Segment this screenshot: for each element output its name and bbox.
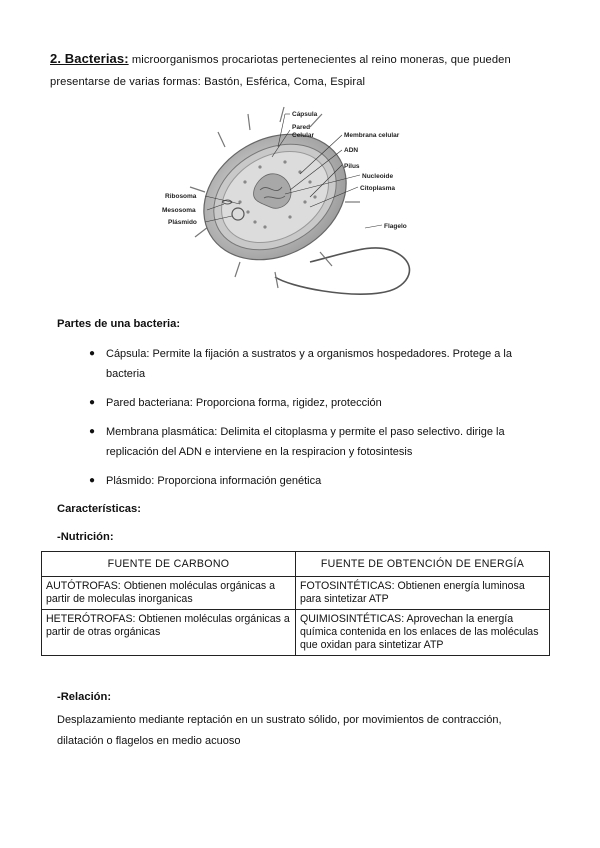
label-membrana: Membrana celular — [344, 132, 400, 139]
label-flagelo: Flagelo — [384, 223, 407, 230]
label-pared-1: Pared — [292, 124, 311, 131]
table-cell: FOTOSINTÉTICAS: Obtienen energía luminosa para sintetizar ATP — [296, 577, 550, 610]
column-header: FUENTE DE CARBONO — [42, 552, 296, 577]
relacion-text: Desplazamiento mediante reptación en un sustrato sólido, por movimientos de contracción, dilatación o flagelos en medio acuoso — [57, 714, 502, 747]
relacion-title: -Relación: — [57, 691, 112, 703]
list-item-text: Pared bacteriana: Proporciona forma, rigidez, protección — [106, 397, 382, 409]
list-item-text: Cápsula: Permite la fijación a sustratos y a organismos hospedadores. Protege a la bacteria — [106, 348, 512, 380]
bullet-icon: ● — [89, 348, 96, 359]
nutricion-title: -Nutrición: — [57, 531, 114, 543]
flagellum — [275, 248, 409, 294]
table-cell: HETERÓTROFAS: Obtienen moléculas orgánicas a partir de otras orgánicas — [42, 610, 296, 656]
list-item-text: Plásmido: Proporciona información genética — [106, 475, 322, 487]
table-cell: QUIMIOSINTÉTICAS: Aprovechan la energía química contenida en los enlaces de las moléculas que oxidan para sintetizar ATP — [296, 610, 550, 656]
table-cell: AUTÓTROFAS: Obtienen moléculas orgánicas a partir de moleculas inorganicas — [42, 577, 296, 610]
label-pared-2: Celular — [292, 132, 315, 139]
parts-list — [88, 344, 538, 500]
section-heading: 2. Bacterias: — [50, 51, 129, 66]
table-header-row — [42, 552, 550, 577]
table-row — [42, 577, 550, 610]
label-mesosoma: Mesosoma — [162, 207, 196, 214]
label-plasmido: Plásmido — [168, 219, 197, 226]
label-adn: ADN — [344, 147, 359, 154]
list-item-text: Membrana plasmática: Delimita el citoplasma y permite el paso selectivo. dirige la replicación del ADN e interviene en la respiracion y fotosintesis — [106, 426, 505, 458]
bullet-icon: ● — [89, 426, 96, 437]
parts-title: Partes de una bacteria: — [57, 318, 181, 330]
label-pilus: Pilus — [344, 163, 360, 170]
label-nucleoide: Nucleoide — [362, 173, 394, 180]
label-ribosoma: Ribosoma — [165, 193, 197, 200]
list-item — [88, 393, 538, 413]
bullet-icon: ● — [89, 475, 96, 486]
column-header: FUENTE DE OBTENCIÓN DE ENERGÍA — [296, 552, 550, 577]
table-row — [42, 610, 550, 656]
list-item — [88, 422, 538, 462]
list-item — [88, 344, 538, 384]
list-item — [88, 471, 538, 491]
bacteria-diagram — [160, 102, 430, 312]
label-citoplasma: Citoplasma — [360, 185, 396, 192]
nutrition-table — [41, 551, 550, 656]
label-capsula: Cápsula — [292, 111, 318, 118]
intro-text: microorganismos procariotas pertenecientes al reino moneras, que pueden presentarse de varias formas: Bastón, Esférica, Coma, Espiral — [50, 54, 511, 88]
intro-paragraph — [50, 48, 550, 93]
caracteristicas-title: Características: — [57, 503, 141, 515]
bullet-icon: ● — [89, 397, 96, 408]
